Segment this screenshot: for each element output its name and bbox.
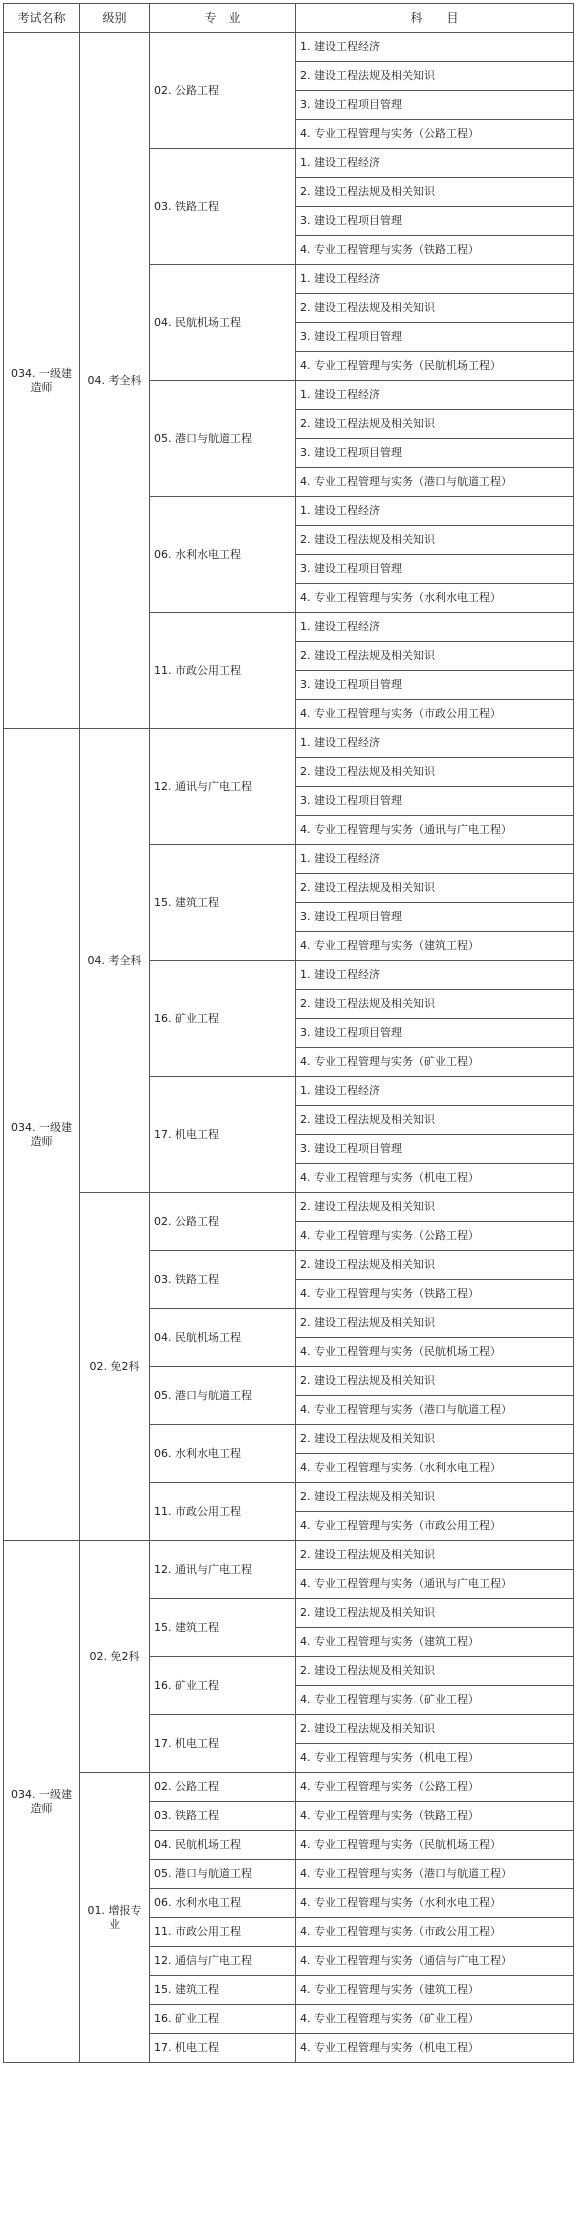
subject-cell: 2. 建设工程法规及相关知识 (296, 294, 574, 323)
major-cell: 05. 港口与航道工程 (150, 1860, 296, 1889)
subject-cell: 3. 建设工程项目管理 (296, 1019, 574, 1048)
major-cell: 04. 民航机场工程 (150, 1309, 296, 1367)
major-cell: 16. 矿业工程 (150, 1657, 296, 1715)
subject-cell: 2. 建设工程法规及相关知识 (296, 1483, 574, 1512)
subject-cell: 2. 建设工程法规及相关知识 (296, 1715, 574, 1744)
major-cell: 15. 建筑工程 (150, 845, 296, 961)
subject-cell: 1. 建设工程经济 (296, 961, 574, 990)
subject-cell: 4. 专业工程管理与实务（公路工程） (296, 1773, 574, 1802)
major-cell: 11. 市政公用工程 (150, 1483, 296, 1541)
major-cell: 04. 民航机场工程 (150, 1831, 296, 1860)
subject-cell: 4. 专业工程管理与实务（公路工程） (296, 120, 574, 149)
subject-cell: 4. 专业工程管理与实务（港口与航道工程） (296, 468, 574, 497)
major-cell: 02. 公路工程 (150, 1773, 296, 1802)
major-cell: 05. 港口与航道工程 (150, 1367, 296, 1425)
subject-cell: 4. 专业工程管理与实务（水利水电工程） (296, 1454, 574, 1483)
table-row (4, 33, 574, 62)
major-cell: 05. 港口与航道工程 (150, 381, 296, 497)
subject-cell: 3. 建设工程项目管理 (296, 555, 574, 584)
subject-cell: 3. 建设工程项目管理 (296, 671, 574, 700)
major-cell: 16. 矿业工程 (150, 961, 296, 1077)
table-row (4, 1541, 574, 1570)
major-cell: 11. 市政公用工程 (150, 613, 296, 729)
subject-cell: 4. 专业工程管理与实务（通讯与广电工程） (296, 1570, 574, 1599)
subject-cell: 4. 专业工程管理与实务（民航机场工程） (296, 1338, 574, 1367)
subject-cell: 4. 专业工程管理与实务（民航机场工程） (296, 352, 574, 381)
subject-cell: 2. 建设工程法规及相关知识 (296, 758, 574, 787)
subject-cell: 4. 专业工程管理与实务（机电工程） (296, 1744, 574, 1773)
level-cell: 04. 考全科 (80, 33, 150, 729)
subject-cell: 1. 建设工程经济 (296, 1077, 574, 1106)
subject-cell: 4. 专业工程管理与实务（水利水电工程） (296, 584, 574, 613)
major-cell: 02. 公路工程 (150, 33, 296, 149)
major-cell: 12. 通讯与广电工程 (150, 729, 296, 845)
major-cell: 06. 水利水电工程 (150, 1425, 296, 1483)
subject-cell: 2. 建设工程法规及相关知识 (296, 990, 574, 1019)
subject-cell: 2. 建设工程法规及相关知识 (296, 1657, 574, 1686)
subject-cell: 2. 建设工程法规及相关知识 (296, 1193, 574, 1222)
subject-cell: 1. 建设工程经济 (296, 729, 574, 758)
major-cell: 15. 建筑工程 (150, 1976, 296, 2005)
subject-cell: 4. 专业工程管理与实务（通讯与广电工程） (296, 816, 574, 845)
subject-cell: 2. 建设工程法规及相关知识 (296, 1425, 574, 1454)
major-cell: 02. 公路工程 (150, 1193, 296, 1251)
subject-cell: 4. 专业工程管理与实务（铁路工程） (296, 1280, 574, 1309)
subject-cell: 3. 建设工程项目管理 (296, 787, 574, 816)
header-major: 专 业 (150, 4, 296, 33)
subject-cell: 4. 专业工程管理与实务（矿业工程） (296, 1048, 574, 1077)
subject-cell: 1. 建设工程经济 (296, 33, 574, 62)
subject-cell: 2. 建设工程法规及相关知识 (296, 178, 574, 207)
major-cell: 12. 通讯与广电工程 (150, 1541, 296, 1599)
header-exam-name: 考试名称 (4, 4, 80, 33)
subject-cell: 2. 建设工程法规及相关知识 (296, 1541, 574, 1570)
subject-cell: 4. 专业工程管理与实务（铁路工程） (296, 236, 574, 265)
subject-cell: 4. 专业工程管理与实务（水利水电工程） (296, 1889, 574, 1918)
subject-cell: 1. 建设工程经济 (296, 497, 574, 526)
subject-cell: 4. 专业工程管理与实务（矿业工程） (296, 2005, 574, 2034)
table-row (4, 1773, 574, 1802)
subject-cell: 4. 专业工程管理与实务（建筑工程） (296, 1976, 574, 2005)
major-cell: 03. 铁路工程 (150, 149, 296, 265)
table-body (4, 33, 574, 2063)
major-cell: 04. 民航机场工程 (150, 265, 296, 381)
header-subject: 科 目 (296, 4, 574, 33)
table-row (4, 729, 574, 758)
subject-cell: 1. 建设工程经济 (296, 381, 574, 410)
subject-cell: 2. 建设工程法规及相关知识 (296, 874, 574, 903)
exam-name-cell: 034. 一级建造师 (4, 729, 80, 1541)
major-cell: 15. 建筑工程 (150, 1599, 296, 1657)
major-cell: 03. 铁路工程 (150, 1802, 296, 1831)
subject-cell: 4. 专业工程管理与实务（港口与航道工程） (296, 1860, 574, 1889)
subject-cell: 4. 专业工程管理与实务（通信与广电工程） (296, 1947, 574, 1976)
subject-cell: 2. 建设工程法规及相关知识 (296, 410, 574, 439)
subject-cell: 4. 专业工程管理与实务（机电工程） (296, 2034, 574, 2063)
exam-name-cell: 034. 一级建造师 (4, 1541, 80, 2063)
subject-cell: 1. 建设工程经济 (296, 149, 574, 178)
major-cell: 11. 市政公用工程 (150, 1918, 296, 1947)
subject-cell: 4. 专业工程管理与实务（机电工程） (296, 1164, 574, 1193)
subject-cell: 3. 建设工程项目管理 (296, 207, 574, 236)
subject-cell: 3. 建设工程项目管理 (296, 903, 574, 932)
level-cell: 02. 免2科 (80, 1541, 150, 1773)
subject-cell: 3. 建设工程项目管理 (296, 1135, 574, 1164)
subject-cell: 4. 专业工程管理与实务（市政公用工程） (296, 700, 574, 729)
major-cell: 17. 机电工程 (150, 1077, 296, 1193)
header-level: 级别 (80, 4, 150, 33)
subject-cell: 4. 专业工程管理与实务（港口与航道工程） (296, 1396, 574, 1425)
subject-cell: 2. 建设工程法规及相关知识 (296, 1251, 574, 1280)
exam-name-cell: 034. 一级建造师 (4, 33, 80, 729)
subject-cell: 4. 专业工程管理与实务（矿业工程） (296, 1686, 574, 1715)
subject-cell: 2. 建设工程法规及相关知识 (296, 1367, 574, 1396)
major-cell: 03. 铁路工程 (150, 1251, 296, 1309)
level-cell: 02. 免2科 (80, 1193, 150, 1541)
subject-cell: 4. 专业工程管理与实务（市政公用工程） (296, 1512, 574, 1541)
subject-cell: 3. 建设工程项目管理 (296, 91, 574, 120)
header-row (4, 4, 574, 33)
subject-cell: 4. 专业工程管理与实务（市政公用工程） (296, 1918, 574, 1947)
subject-cell: 1. 建设工程经济 (296, 265, 574, 294)
subject-cell: 2. 建设工程法规及相关知识 (296, 62, 574, 91)
major-cell: 06. 水利水电工程 (150, 497, 296, 613)
exam-subject-table (3, 3, 574, 2063)
subject-cell: 2. 建设工程法规及相关知识 (296, 1599, 574, 1628)
subject-cell: 4. 专业工程管理与实务（铁路工程） (296, 1802, 574, 1831)
level-cell: 01. 增报专业 (80, 1773, 150, 2063)
major-cell: 16. 矿业工程 (150, 2005, 296, 2034)
major-cell: 17. 机电工程 (150, 1715, 296, 1773)
table-row (4, 1193, 574, 1222)
subject-cell: 4. 专业工程管理与实务（公路工程） (296, 1222, 574, 1251)
subject-cell: 4. 专业工程管理与实务（民航机场工程） (296, 1831, 574, 1860)
major-cell: 06. 水利水电工程 (150, 1889, 296, 1918)
level-cell: 04. 考全科 (80, 729, 150, 1193)
subject-cell: 2. 建设工程法规及相关知识 (296, 526, 574, 555)
subject-cell: 1. 建设工程经济 (296, 845, 574, 874)
major-cell: 12. 通信与广电工程 (150, 1947, 296, 1976)
major-cell: 17. 机电工程 (150, 2034, 296, 2063)
subject-cell: 3. 建设工程项目管理 (296, 439, 574, 468)
subject-cell: 4. 专业工程管理与实务（建筑工程） (296, 1628, 574, 1657)
subject-cell: 4. 专业工程管理与实务（建筑工程） (296, 932, 574, 961)
subject-cell: 3. 建设工程项目管理 (296, 323, 574, 352)
subject-cell: 2. 建设工程法规及相关知识 (296, 642, 574, 671)
subject-cell: 1. 建设工程经济 (296, 613, 574, 642)
subject-cell: 2. 建设工程法规及相关知识 (296, 1309, 574, 1338)
subject-cell: 2. 建设工程法规及相关知识 (296, 1106, 574, 1135)
